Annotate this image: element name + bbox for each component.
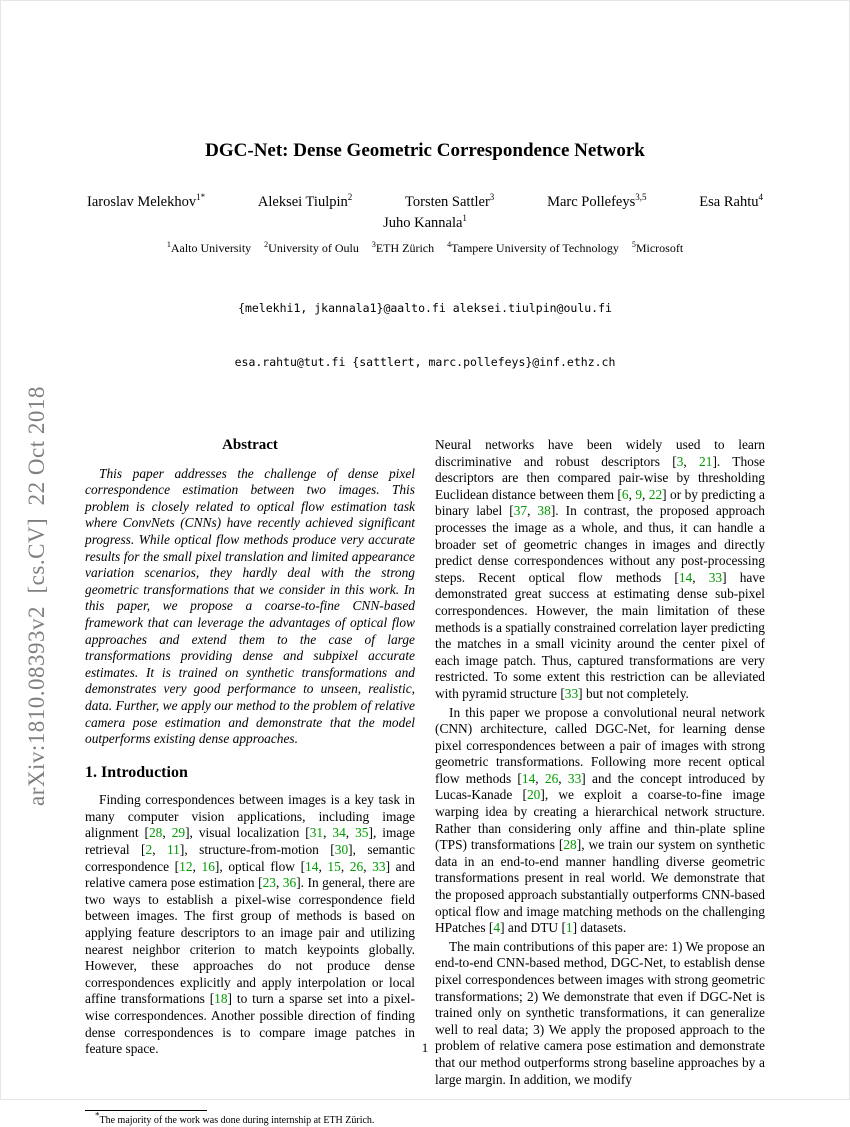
citation-link[interactable]: 9 (635, 486, 643, 502)
citation-link[interactable]: 18 (214, 991, 228, 1007)
author (383, 215, 467, 231)
citation-link[interactable]: 26 (544, 770, 559, 786)
author-affiliation-sup: 3 (489, 192, 495, 203)
paper-title: DGC-Net: Dense Geometric Correspondence Network (205, 140, 645, 161)
intro-paragraph: Finding correspondences between images is a key task in many computer vision applications, including image alignment [28, 29], visual localization [31, 34, 35], image retrieval [2, 11], structure-from-motion [30], semantic correspondence [12, 16], optical flow [14, 15, 26, 33] and relative camera pose estimation [23, 36]. In general, there are two ways to establish a pixel-wise correspondence field between images. The first group of methods is based on applying feature descriptors to an image pair and utilizing nearest neighbor criterion to match keypoints globally. However, these approaches do not produce dense correspondences explicitly and apply interpolation or local affine transformations [18] to turn a sparse set into a pixel-wise correspondences. Another possible direction of finding dense correspondences is to compare image patches in feature space. (85, 792, 415, 1057)
author (87, 194, 205, 211)
affiliation (372, 241, 434, 255)
citation-link[interactable]: 16 (201, 858, 215, 874)
citation-link[interactable]: 6 (621, 486, 629, 502)
author-name: Juho Kannala (383, 215, 463, 231)
left-column (85, 437, 415, 1127)
paper-content (85, 0, 765, 1127)
author-affiliation-sup: 1 (462, 213, 467, 224)
citation-link[interactable]: 1 (565, 920, 573, 936)
affiliation-sup: 5 (631, 240, 636, 249)
author-second-line (85, 215, 765, 232)
affiliation (264, 241, 359, 255)
citation-link[interactable]: 33 (708, 569, 723, 585)
citation-link[interactable]: 14 (521, 770, 536, 786)
author-name: Torsten Sattler (405, 194, 490, 210)
citation-link[interactable]: 38 (537, 503, 551, 519)
citation-link[interactable]: 3 (676, 453, 684, 469)
body-paragraph: Neural networks have been widely used to learn discriminative and robust descriptors [3, 21]. Those descriptors are then compared pair-wise by thresholding Euclidean distance between them [6, 9, 22] or by predicting a binary label [37, 38]. In contrast, the proposed approach processes the image as a whole, and thus, it can handle a broader set of geometric changes in images and directly predict dense correspondences without any post-processing steps. Recent optical flow methods [14, 33] have demonstrated great success at estimating dense sub-pixel correspondences. However, the main limitation of these methods is a spatially constrained correlation layer predicting the matches in a small vicinity around the center pixel of each image patch. Thus, captured transformations are very restricted. To some extent this restriction can be alleviated with pyramid structure [33] but not completely. (435, 437, 765, 701)
email-line: {melekhi1, jkannala1}@aalto.fi aleksei.tiulpin@oulu.fi (238, 301, 612, 315)
citation-link[interactable]: 36 (282, 875, 297, 891)
footnote-body: The majority of the work was done during internship at ETH Zürich. (99, 1115, 375, 1126)
affiliation-name: ETH Zürich (375, 241, 435, 255)
abstract-text: This paper addresses the challenge of dense pixel correspondence estimation between two images. This problem is closely related to optical flow estimation task where ConvNets (CNNs) have recently achieved significant progress. While optical flow methods produce very accurate results for the small pixel translation and limited appearance variation scenarios, they hardly deal with the strong geometric transformations that we consider in this work. In this paper, we propose a coarse-to-fine CNN-based framework that can leverage the advantages of optical flow approaches and extend them to the case of large transformations providing dense and subpixel accurate estimates. It is trained on synthetic transformations and demonstrates very good performance to unseen, realistic, data. Further, we apply our method to the problem of relative camera pose estimation and demonstrate that the model outperforms existing dense approaches. (85, 465, 415, 747)
author-name: Marc Pollefeys (547, 194, 636, 210)
email-block (85, 263, 765, 407)
citation-link[interactable]: 15 (327, 858, 341, 874)
author (258, 194, 352, 211)
author-name: Aleksei Tiulpin (257, 194, 348, 210)
footnote-marker: * (95, 1110, 100, 1121)
author-name: Esa Rahtu (699, 194, 759, 210)
citation-link[interactable]: 33 (567, 770, 582, 786)
email-line: esa.rahtu@tut.fi {sattlert, marc.pollefeys}@inf.ethz.ch (234, 355, 616, 369)
author (547, 194, 646, 211)
citation-link[interactable]: 20 (526, 787, 541, 803)
author (699, 194, 763, 211)
citation-link[interactable]: 31 (309, 825, 324, 841)
footnote-text (85, 1110, 415, 1127)
affiliation-line (85, 241, 765, 256)
citation-link[interactable]: 11 (166, 842, 180, 858)
body-paragraph: The main contributions of this paper are: 1) We propose an end-to-end CNN-based method, DGC-Net, to establish dense pixel correspondences between images with strong geometric transformations; 2) We demonstrate that even if DGC-Net is trained only on synthetic transformations, it can generalize well to real data; 3) We apply the proposed approach to the problem of relative camera pose estimation and demonstrate that our method outperforms strong baseline approaches by a large margin. In addition, we modify (435, 938, 765, 1087)
affiliation-sup: 2 (264, 240, 269, 249)
two-column-body (85, 437, 765, 1127)
author (405, 194, 494, 211)
affiliation-name: Microsoft (635, 241, 684, 255)
footnote (85, 1102, 415, 1127)
citation-link[interactable]: 4 (493, 920, 501, 936)
affiliation-sup: 3 (371, 240, 376, 249)
abstract-heading: Abstract (222, 437, 278, 453)
affiliation-name: Tampere University of Technology (451, 241, 619, 255)
affiliation (167, 241, 251, 255)
citation-link[interactable]: 22 (648, 486, 663, 502)
affiliation-name: University of Oulu (268, 241, 359, 255)
section-heading-introduction: 1. Introduction (85, 763, 188, 781)
citation-link[interactable]: 33 (564, 685, 579, 701)
affiliation (447, 241, 619, 255)
author-list (85, 194, 765, 211)
citation-link[interactable]: 34 (332, 825, 346, 841)
citation-link[interactable]: 30 (334, 842, 349, 858)
citation-link[interactable]: 14 (678, 569, 693, 585)
affiliation (632, 241, 683, 255)
body-paragraph: In this paper we propose a convolutional neural network (CNN) architecture, called DGC-Net, for learning dense pixel correspondences between a pair of images with strong geometric transformations. Following more recent optical flow methods [14, 26, 33] and the concept introduced by Lucas-Kanade [20], we exploit a coarse-to-fine image warping idea by creating a hierarchical network structure. Rather than considering only affine and thin-plate spline (TPS) transformations [28], we train our system on synthetic data in an end-to-end manner handling diverse geometric transformations present in real world. We demonstrate that the proposed approach substantially outperforms CNN-based optical flow and image matching methods on the challenging HPatches [4] and DTU [1] datasets. (435, 704, 765, 936)
page-number: 1 (421, 1040, 429, 1055)
author-affiliation-sup: 2 (347, 192, 353, 203)
citation-link[interactable]: 12 (179, 858, 193, 874)
citation-link[interactable]: 37 (513, 503, 528, 519)
affiliation-sup: 4 (447, 240, 452, 249)
author-affiliation-sup: 3,5 (635, 192, 647, 203)
footnote-rule (85, 1110, 207, 1111)
citation-link[interactable]: 21 (699, 453, 713, 469)
author-affiliation-sup: 4 (758, 192, 763, 203)
arxiv-watermark: arXiv:1810.08393v2 [cs.CV] 22 Oct 2018 (24, 386, 49, 806)
citation-link[interactable]: 2 (145, 842, 153, 858)
citation-link[interactable]: 14 (305, 858, 319, 874)
author-name: Iaroslav Melekhov (87, 194, 197, 210)
citation-link[interactable]: 33 (372, 858, 386, 874)
right-column (435, 437, 765, 1127)
citation-link[interactable]: 23 (262, 875, 276, 891)
citation-link[interactable]: 26 (349, 858, 364, 874)
citation-link[interactable]: 35 (355, 825, 369, 841)
affiliation-sup: 1 (166, 240, 171, 249)
citation-link[interactable]: 28 (148, 825, 163, 841)
affiliation-name: Aalto University (170, 241, 252, 255)
author-affiliation-sup: 1* (196, 192, 206, 203)
citation-link[interactable]: 28 (563, 837, 577, 853)
citation-link[interactable]: 29 (171, 825, 186, 841)
